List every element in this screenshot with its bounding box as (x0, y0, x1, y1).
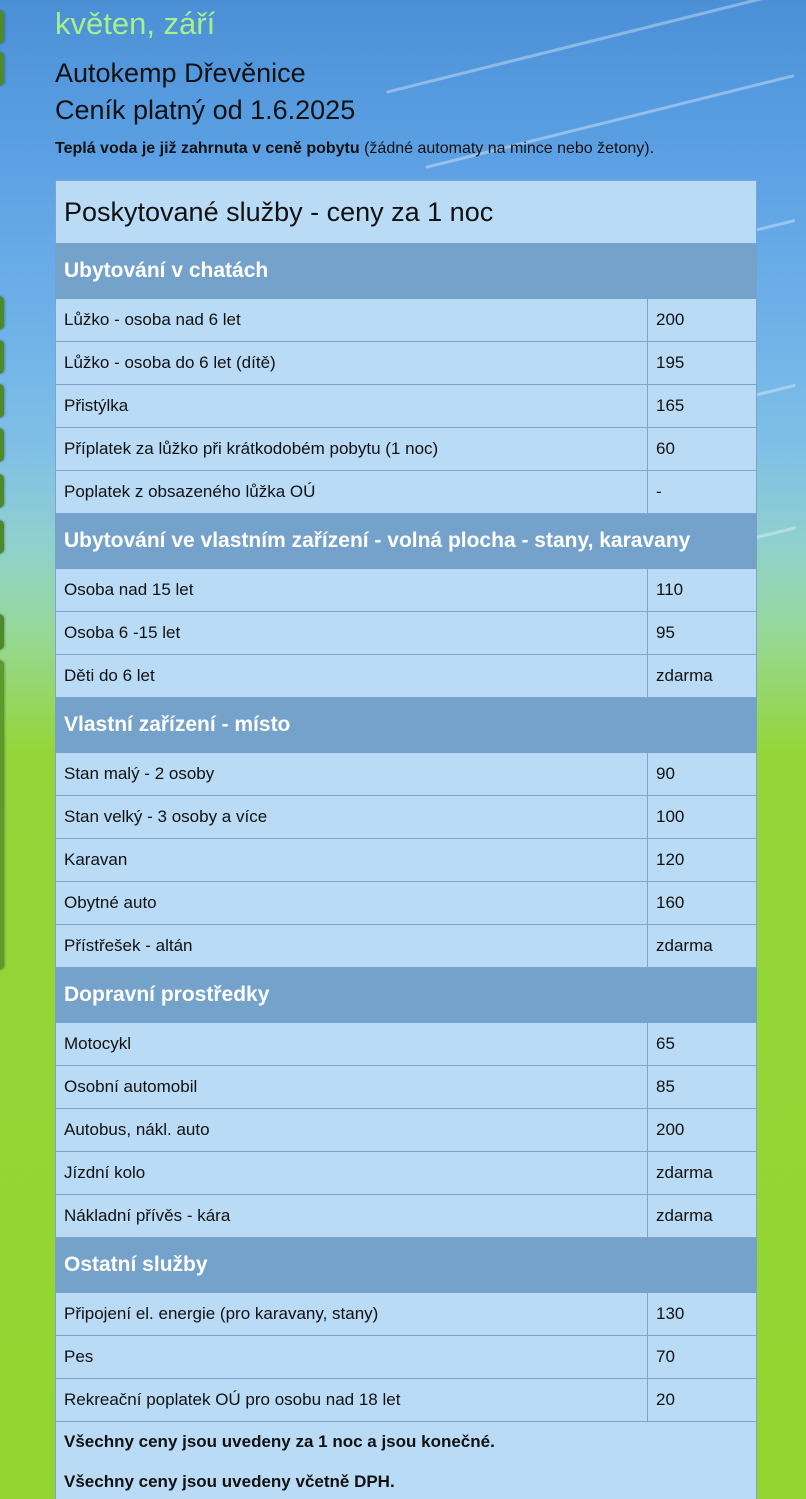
section-title: Ostatní služby (56, 1238, 757, 1293)
item-label: Děti do 6 let (56, 655, 648, 698)
section-title: Ubytování v chatách (56, 244, 757, 299)
item-label: Obytné auto (56, 882, 648, 925)
table-row (56, 1109, 757, 1152)
item-price: 200 (648, 299, 757, 342)
item-price: 65 (648, 1023, 757, 1066)
table-row (56, 428, 757, 471)
table-row (56, 1195, 757, 1238)
table-row (56, 342, 757, 385)
hot-water-note (55, 138, 654, 160)
side-menu-tab[interactable] (0, 384, 4, 418)
table-row (56, 299, 757, 342)
price-table (55, 180, 757, 1499)
item-label: Příplatek za lůžko při krátkodobém pobytu (1 noc) (56, 428, 648, 471)
item-price: 20 (648, 1379, 757, 1422)
item-label: Poplatek z obsazeného lůžka OÚ (56, 471, 648, 514)
section-row (56, 1238, 757, 1293)
section-title: Vlastní zařízení - místo (56, 698, 757, 753)
item-label: Pes (56, 1336, 648, 1379)
item-price: zdarma (648, 925, 757, 968)
footer-note-row (56, 1463, 757, 1499)
item-label: Jízdní kolo (56, 1152, 648, 1195)
side-menu-tab[interactable] (0, 474, 4, 508)
item-label: Karavan (56, 839, 648, 882)
background-streak (386, 0, 794, 94)
table-heading-row (56, 181, 757, 244)
item-price: - (648, 471, 757, 514)
item-price: 120 (648, 839, 757, 882)
item-price: 100 (648, 796, 757, 839)
section-row (56, 968, 757, 1023)
side-menu-tab[interactable] (0, 10, 4, 44)
table-row (56, 796, 757, 839)
item-label: Stan velký - 3 osoby a více (56, 796, 648, 839)
item-price: 60 (648, 428, 757, 471)
table-row (56, 1023, 757, 1066)
footer-note: Všechny ceny jsou uvedeny včetně DPH. (56, 1463, 757, 1499)
item-label: Lůžko - osoba do 6 let (dítě) (56, 342, 648, 385)
section-row (56, 244, 757, 299)
note-bold: Teplá voda je již zahrnuta v ceně pobytu (55, 140, 360, 157)
item-price: 70 (648, 1336, 757, 1379)
footer-note-row (56, 1422, 757, 1463)
table-row (56, 753, 757, 796)
item-label: Přistýlka (56, 385, 648, 428)
footer-note: Všechny ceny jsou uvedeny za 1 noc a jsou konečné. (56, 1422, 757, 1463)
side-menu-tab[interactable] (0, 614, 4, 650)
item-price: 90 (648, 753, 757, 796)
table-row (56, 882, 757, 925)
table-heading: Poskytované služby - ceny za 1 noc (56, 181, 757, 244)
item-price: zdarma (648, 1195, 757, 1238)
season-label: květen, září (55, 6, 216, 41)
table-row (56, 839, 757, 882)
item-price: 160 (648, 882, 757, 925)
item-label: Osoba 6 -15 let (56, 612, 648, 655)
note-rest: (žádné automaty na mince nebo žetony). (359, 140, 655, 157)
table-row (56, 1152, 757, 1195)
item-label: Motocykl (56, 1023, 648, 1066)
table-row (56, 1379, 757, 1422)
item-price: zdarma (648, 1152, 757, 1195)
side-menu-tab[interactable] (0, 520, 4, 554)
section-row (56, 698, 757, 753)
table-row (56, 612, 757, 655)
item-price: 95 (648, 612, 757, 655)
item-price: 165 (648, 385, 757, 428)
side-menu-panel (0, 660, 4, 970)
page-title: Autokemp Dřevěnice (55, 58, 306, 88)
table-row (56, 569, 757, 612)
item-label: Rekreační poplatek OÚ pro osobu nad 18 let (56, 1379, 648, 1422)
item-label: Autobus, nákl. auto (56, 1109, 648, 1152)
table-row (56, 471, 757, 514)
item-price: 200 (648, 1109, 757, 1152)
item-label: Nákladní přívěs - kára (56, 1195, 648, 1238)
item-label: Osoba nad 15 let (56, 569, 648, 612)
side-menu-tab[interactable] (0, 52, 4, 86)
section-title: Ubytování ve vlastním zařízení - volná plocha - stany, karavany (56, 514, 757, 569)
item-price: 85 (648, 1066, 757, 1109)
item-price: 130 (648, 1293, 757, 1336)
item-price: zdarma (648, 655, 757, 698)
side-menu-tab[interactable] (0, 340, 4, 374)
item-price: 110 (648, 569, 757, 612)
item-label: Osobní automobil (56, 1066, 648, 1109)
side-menu-tab[interactable] (0, 296, 4, 330)
table-row (56, 1066, 757, 1109)
side-menu-tab[interactable] (0, 428, 4, 462)
table-row (56, 655, 757, 698)
item-price: 195 (648, 342, 757, 385)
table-row (56, 1336, 757, 1379)
item-label: Přístřešek - altán (56, 925, 648, 968)
section-title: Dopravní prostředky (56, 968, 757, 1023)
item-label: Stan malý - 2 osoby (56, 753, 648, 796)
item-label: Lůžko - osoba nad 6 let (56, 299, 648, 342)
section-row (56, 514, 757, 569)
table-row (56, 1293, 757, 1336)
table-row (56, 925, 757, 968)
item-label: Připojení el. energie (pro karavany, stany) (56, 1293, 648, 1336)
table-row (56, 385, 757, 428)
page-subtitle: Ceník platný od 1.6.2025 (55, 95, 356, 125)
